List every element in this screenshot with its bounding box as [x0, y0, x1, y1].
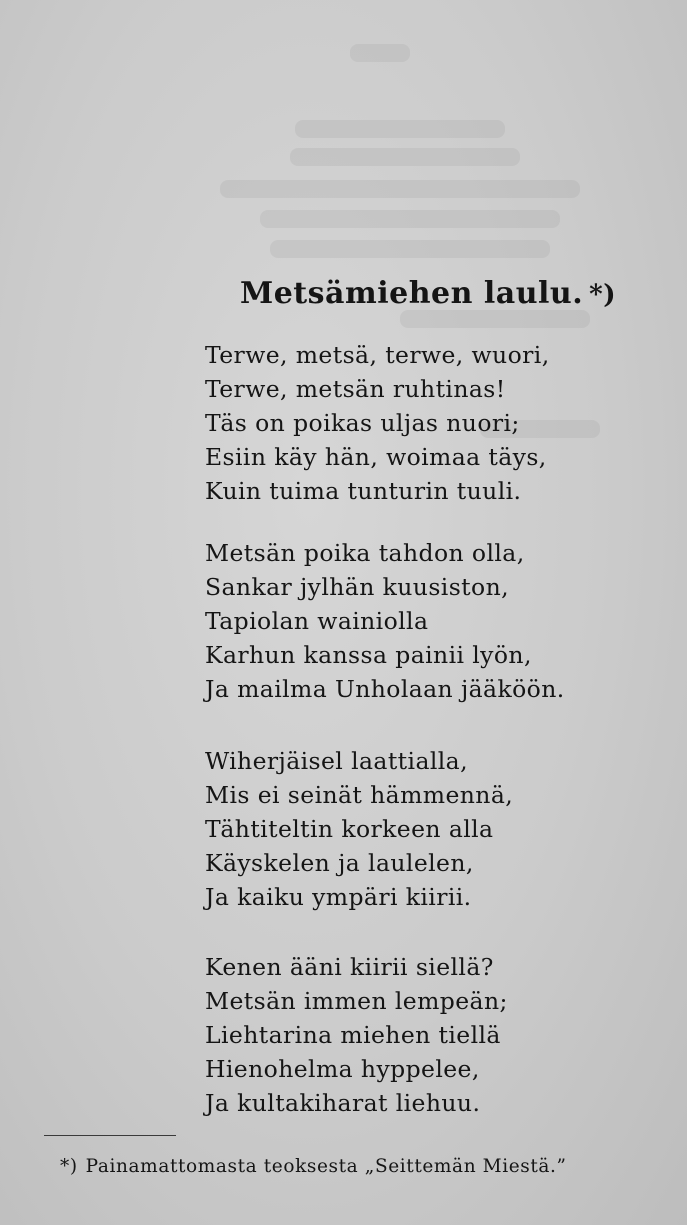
verse-line: Sankar jylhän kuusiston,	[205, 573, 509, 601]
verse-line: Terwe, metsä, terwe, wuori,	[205, 341, 550, 369]
verse-line: Tapiolan wainiolla	[205, 607, 429, 635]
footnote-reference-mark: *)	[589, 280, 617, 310]
verse-line: Tähtiteltin korkeen alla	[205, 815, 494, 843]
verse-line: Ja mailma Unholaan jääköön.	[205, 675, 565, 703]
verse-line: Mis ei seinät hämmennä,	[205, 781, 514, 809]
verse-line: Hienohelma hyppelee,	[205, 1055, 480, 1083]
verse-line: Käyskelen ja laulelen,	[205, 849, 474, 877]
poem-title	[240, 276, 616, 311]
stanza-1	[205, 338, 550, 508]
verse-line: Wiherjäisel laattialla,	[205, 747, 468, 775]
footnote-text: Painamattomasta teoksesta „Seittemän Miestä.”	[85, 1156, 567, 1177]
verse-line: Metsän immen lempeän;	[205, 987, 508, 1015]
verse-line: Kenen ääni kiirii siellä?	[205, 953, 494, 981]
verse-line: Karhun kanssa painii lyön,	[205, 641, 532, 669]
verse-line: Terwe, metsän ruhtinas!	[205, 375, 506, 403]
verse-line: Liehtarina miehen tiellä	[205, 1021, 501, 1049]
stanza-4	[205, 950, 508, 1120]
verse-line: Metsän poika tahdon olla,	[205, 539, 525, 567]
verse-line: Esiin käy hän, woimaa täys,	[205, 443, 547, 471]
footnote-divider	[44, 1135, 176, 1136]
verse-line: Täs on poikas uljas nuori;	[205, 409, 520, 437]
verse-line: Ja kaiku ympäri kiirii.	[205, 883, 472, 911]
footnote-mark: *)	[60, 1156, 78, 1177]
verse-line: Ja kultakiharat liehuu.	[205, 1089, 481, 1117]
verse-line: Kuin tuima tunturin tuuli.	[205, 477, 522, 505]
stanza-3	[205, 744, 513, 914]
footnote	[60, 1156, 567, 1177]
poem-title-text: Metsämiehen laulu.	[240, 276, 584, 311]
stanza-2	[205, 536, 565, 706]
